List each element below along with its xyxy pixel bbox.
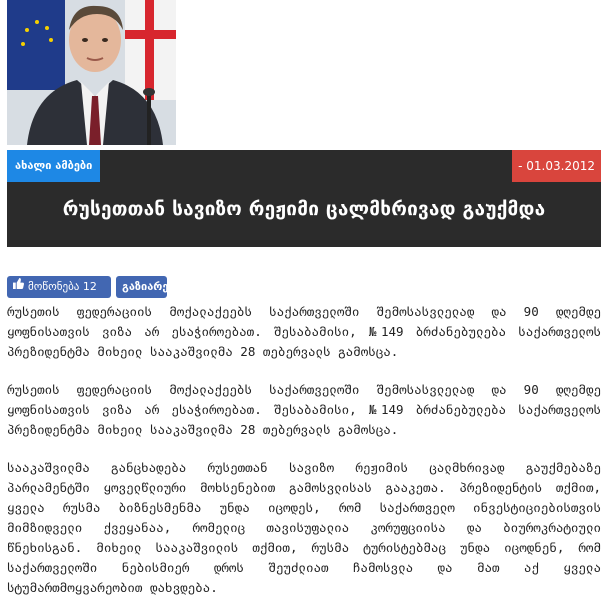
like-label: მოწონება (28, 280, 80, 293)
category-tag[interactable]: ახალი ამბები (7, 150, 100, 182)
like-count: 12 (82, 280, 97, 293)
share-button[interactable]: გაზიარება (116, 276, 167, 298)
thumbs-up-icon (13, 275, 24, 297)
article-body (7, 302, 601, 616)
portrait-image (7, 0, 176, 145)
article-headline: რუსეთთან სავიზო რეჟიმი ცალმხრივად გაუქმდა (62, 198, 546, 220)
like-button[interactable] (7, 276, 111, 298)
article-photo (7, 0, 176, 145)
paragraph: რუსეთის ფედერაციის მოქალაქეებს საქართველოში შემოსასვლელად და 90 დღემდე ყოფნისათვის ვიზა არ ესაჭიროებათ. შესაბამისი, №149 ბრძანებულება საქართველოს პრეზიდენტმა მიხეილ სააკაშვილმა 28 თებერვალს გამოსცა. (7, 382, 601, 437)
social-buttons (7, 276, 181, 298)
paragraph: რუსეთის ფედერაციის მოქალაქეებს საქართველოში შემოსასვლელად და 90 დღემდე ყოფნისათვის ვიზა არ ესაჭიროებათ. შესაბამისი, №149 ბრძანებულება საქართველოს პრეზიდენტმა მიხეილ სააკაშვილმა 28 თებერვალს გამოსცა. (7, 304, 601, 359)
headline-banner (7, 150, 601, 247)
paragraph: სააკაშვილმა განცხადება რუსეთთან სავიზო რეჟიმის ცალმხრივად გაუქმებაზე პარლამენტში ყოველწლიური მოხსენებით გამოსვლისას გააკეთა. პრეზიდენტის თქმით, ყველა რუსმა ბიზნესმენმა უნდა იცოდეს, რომ საქართველო ინვესტიციებისთვის მიმზიდველი ქვეყანაა, რომელიც თავისუფალია კორუფციისა და ბიუროკრატიული წნეხისგან. მიხეილ სააკაშვილის თქმით, რუსმა ტურისტებმაც უნდა იცოდნენ, რომ საქართველოში ნებისმიერ დროს შეუძლიათ ჩამოსვლა და მათ აქ ყველა სტუმართმოყვარეობით დახვდება. (7, 460, 601, 595)
date-badge: - 01.03.2012 (512, 150, 601, 182)
